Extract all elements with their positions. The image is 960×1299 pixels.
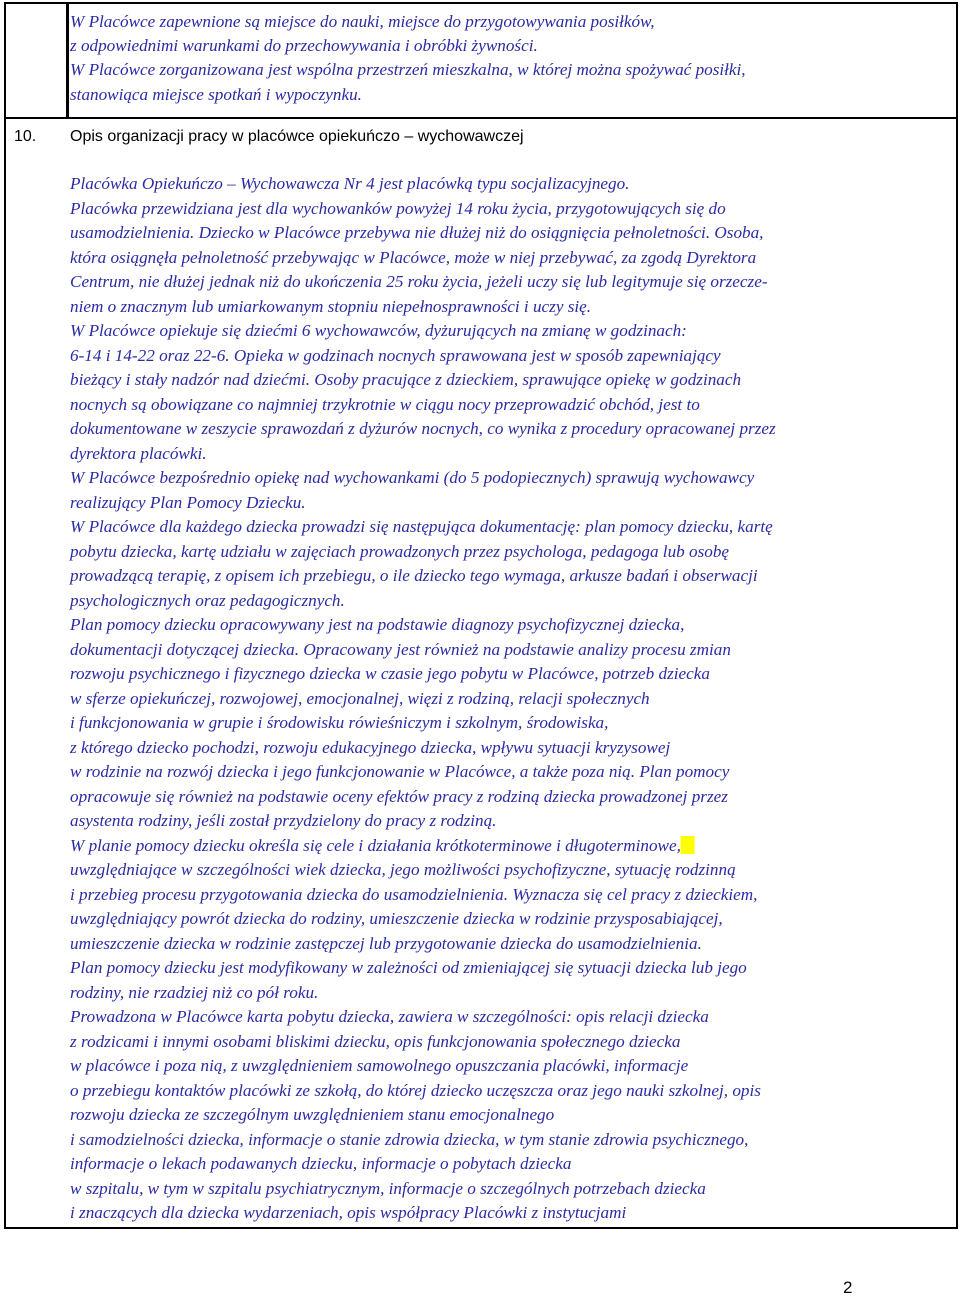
text-line: Plan pomocy dziecku jest modyfikowany w zależności od zmieniającej się sytuacji dziecka lub jego xyxy=(70,958,747,977)
text-line: Centrum, nie dłużej jednak niż do ukończenia 25 roku życia, jeżeli uczy się lub legitymuje się orzecze- xyxy=(70,272,768,291)
text-line: z rodzicami i innymi osobami bliskimi dziecku, opis funkcjonowania społecznego dziecka xyxy=(70,1031,681,1051)
text-line: z którego dziecko pochodzi, rozwoju edukacyjnego dziecka, wpływu sytuacji kryzysowej xyxy=(70,737,671,757)
section-title: Opis organizacji pracy w placówce opiekuńczo – wychowawczej xyxy=(70,128,524,145)
text-line: Prowadzona w Placówce karta pobytu dziecka, zawiera w szczególności: opis relacji dziecka xyxy=(70,1007,709,1026)
top-cell-text xyxy=(70,10,950,107)
section-body xyxy=(70,172,950,1226)
text-line: asystenta rodziny, jeśli został przydzielony do pracy z rodziną. xyxy=(70,811,497,830)
text-line: W Placówce zorganizowana jest wspólna przestrzeń mieszkalna, w której można spożywać posiłki, xyxy=(70,60,746,80)
highlight-mark xyxy=(681,836,695,854)
text-line: w placówce i poza nią, z uwzględnieniem samowolnego opuszczania placówki, informacje xyxy=(70,1056,689,1075)
text-line: umieszczenie dziecka w rodzinie zastępczej lub przygotowanie dziecka do usamodzielnienia. xyxy=(70,933,702,953)
text-line-highlighted xyxy=(70,834,948,859)
text-line: i samodzielności dziecka, informacje o stanie zdrowia dziecka, w tym stanie zdrowia psychicznego, xyxy=(70,1129,749,1149)
text-line: rozwoju dziecka ze szczególnym uwzględnieniem stanu emocjonalnego xyxy=(70,1105,555,1124)
text-line: Plan pomocy dziecku opracowywany jest na podstawie diagnozy psychofizycznej dziecka, xyxy=(70,615,685,634)
text-line: Placówka przewidziana jest dla wychowanków powyżej 14 roku życia, przygotowujących się do xyxy=(70,198,726,218)
text-line: bieżący i stały nadzór nad dziećmi. Osoby pracujące z dzieckiem, sprawujące opiekę w godzinach xyxy=(70,370,742,389)
text-line: uwzględniające w szczególności wiek dziecka, jego możliwości psychofizyczne, sytuację rodzinną xyxy=(70,860,736,879)
text-line: z odpowiednimi warunkami do przechowywania i obróbki żywności. xyxy=(70,36,538,56)
text-line: usamodzielnienia. Dziecko w Placówce przebywa nie dłużej niż do osiągnięcia pełnoletności. Osoba, xyxy=(70,223,764,242)
text-line: rodziny, nie rzadziej niż co pół roku. xyxy=(70,982,319,1002)
text-line: W Placówce dla każdego dziecka prowadzi się następująca dokumentację: plan pomocy dziecku, kartę xyxy=(70,517,773,536)
text-line: psychologicznych oraz pedagogicznych. xyxy=(70,590,345,610)
section-number: 10. xyxy=(14,128,37,145)
column-divider-top xyxy=(66,4,69,119)
text-line: w sferze opiekuńczej, rozwojowej, emocjonalnej, więzi z rodziną, relacji społecznych xyxy=(70,688,650,708)
text-line: stanowiąca miejsce spotkań i wypoczynku. xyxy=(70,84,362,104)
text-line: realizujący Plan Pomocy Dziecku. xyxy=(70,492,306,512)
text-line: niem o znacznym lub umiarkowanym stopniu niepełnosprawności i uczy się. xyxy=(70,296,592,316)
text-line: dyrektora placówki. xyxy=(70,443,207,463)
text-line: w szpitalu, w tym w szpitalu psychiatrycznym, informacje o szczególnych potrzebach dziecka xyxy=(70,1178,706,1198)
text-line: o przebiegu kontaktów placówki ze szkołą, do której dziecko uczęszcza oraz jego nauki szkolnej, opis xyxy=(70,1080,761,1100)
text-line: W Placówce bezpośrednio opiekę nad wychowankami (do 5 podopiecznych) sprawują wychowawcy xyxy=(70,468,755,487)
text-line: rozwoju psychicznego i fizycznego dziecka w czasie jego pobytu w Placówce, potrzeb dziecka xyxy=(70,664,710,683)
text-line: w rodzinie na rozwój dziecka i jego funkcjonowanie w Placówce, a także poza nią. Plan pomocy xyxy=(70,762,730,781)
text-line: i znaczących dla dziecka wydarzeniach, opis współpracy Placówki z instytucjami xyxy=(70,1203,627,1222)
text-line: Placówka Opiekuńczo – Wychowawcza Nr 4 jest placówką typu socjalizacyjnego. xyxy=(70,174,630,193)
text-line: dokumentacji dotyczącej dziecka. Opracowany jest również na podstawie analizy procesu zmian xyxy=(70,639,731,659)
page-number: 2 xyxy=(843,1278,853,1297)
text-segment: W planie pomocy dziecku określa się cele i działania krótkoterminowe i długoterminowe, xyxy=(70,835,681,855)
text-line: nocnych są obowiązane co najmniej trzykrotnie w ciągu nocy przeprowadzić obchód, jest to xyxy=(70,394,700,414)
text-line: uwzględniający powrót dziecka do rodziny, umieszczenie dziecka w rodzinie przysposabiającej, xyxy=(70,909,723,928)
text-line: W Placówce zapewnione są miejsce do nauki, miejsce do przygotowywania posiłków, xyxy=(70,12,655,31)
text-line: opracowuje się również na podstawie oceny efektów pracy z rodziną dziecka prowadzonej przez xyxy=(70,786,728,806)
text-line: pobytu dziecka, kartę udziału w zajęciach prowadzonych przez psychologa, pedagoga lub osobę xyxy=(70,541,730,561)
text-line: 6-14 i 14-22 oraz 22-6. Opieka w godzinach nocnych sprawowana jest w sposób zapewniający xyxy=(70,345,721,365)
text-line: dokumentowane w zeszycie sprawozdań z dyżurów nocnych, co wynika z procedury opracowanej przez xyxy=(70,419,776,438)
text-line: W Placówce opiekuje się dziećmi 6 wychowawców, dyżurujących na zmianę w godzinach: xyxy=(70,321,687,340)
text-line: prowadzącą terapię, z opisem ich przebiegu, o ile dziecko tego wymaga, arkusze badań i obserwacji xyxy=(70,566,758,585)
text-line: i funkcjonowania w grupie i środowisku rówieśniczym i szkolnym, środowiska, xyxy=(70,713,609,732)
text-line: i przebieg procesu przygotowania dziecka do usamodzielnienia. Wyznacza się cel pracy z dzieckiem, xyxy=(70,884,758,904)
text-line: która osiągnęła pełnoletność przebywając w Placówce, może w niej przebywać, za zgodą Dyrektora xyxy=(70,247,757,267)
text-line: informacje o lekach podawanych dziecku, informacje o pobytach dziecka xyxy=(70,1154,572,1173)
